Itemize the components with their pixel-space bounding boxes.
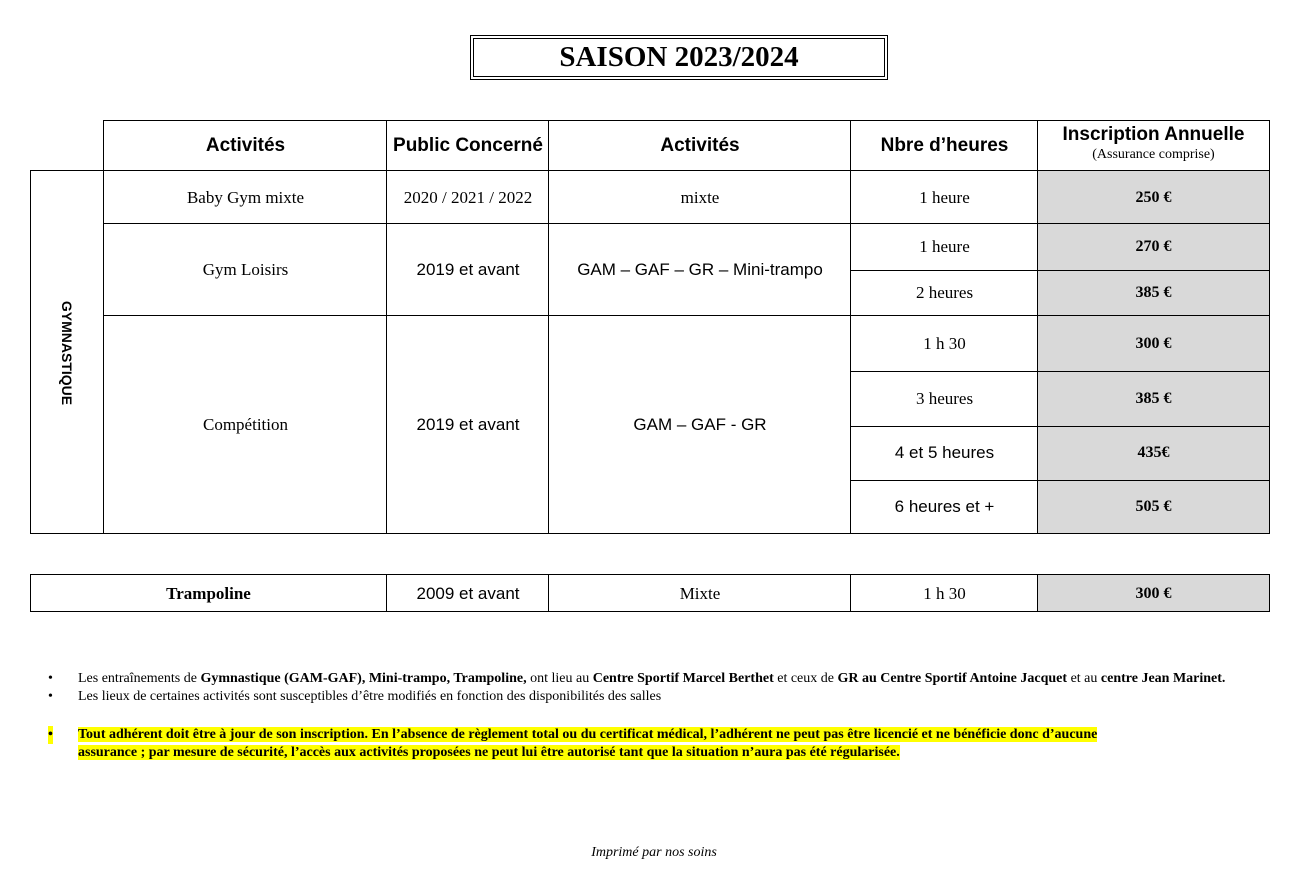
- baby-gym-type: mixte: [680, 187, 720, 207]
- loisirs-type: GAM – GAF – GR – Mini-trampo: [577, 260, 823, 279]
- header-public: Public Concerné: [393, 135, 543, 156]
- grid-line: [30, 170, 31, 534]
- price-loisirs-1h: 270 €: [1038, 224, 1269, 270]
- trampoline-hours: 1 h 30: [923, 583, 966, 603]
- competition-type: GAM – GAF - GR: [633, 415, 767, 434]
- trampoline-public: 2009 et avant: [416, 583, 520, 603]
- note-text: et au: [1067, 671, 1101, 686]
- competition-activity: Compétition: [203, 415, 288, 434]
- grid-line: [30, 533, 1270, 534]
- note-text: et ceux de: [773, 671, 838, 686]
- grid-line: [30, 611, 1270, 612]
- loisirs-activity: Gym Loisirs: [202, 260, 289, 279]
- price-competition-4-5h: 435€: [1038, 426, 1269, 480]
- competition-hours-1: 1 h 30: [923, 333, 966, 353]
- grid-line: [104, 315, 1270, 316]
- grid-line: [30, 170, 1270, 171]
- note-text: ont lieu au: [526, 671, 593, 686]
- note-changes: [48, 688, 1268, 706]
- note-locations: [48, 670, 1268, 688]
- grid-line: [1037, 574, 1038, 612]
- grid-line: [30, 574, 1270, 575]
- grid-line: [548, 574, 549, 612]
- bullet-icon: •: [48, 689, 53, 704]
- grid-line: [104, 223, 1270, 224]
- trampoline-activity: Trampoline: [166, 583, 251, 603]
- bullet-icon: •: [48, 727, 53, 742]
- grid-line: [104, 120, 1270, 121]
- grid-line: [103, 120, 104, 534]
- baby-gym-activity: Baby Gym mixte: [186, 187, 305, 207]
- grid-line: [386, 574, 387, 612]
- header-activity-types: Activités: [660, 135, 740, 156]
- header-annual-registration: [1038, 121, 1269, 171]
- loisirs-hours-2: 2 heures: [915, 283, 974, 302]
- grid-line: [30, 574, 31, 612]
- loisirs-hours-1: 1 heure: [919, 237, 970, 256]
- note-bold: Gymnastique (GAM-GAF), Mini-trampo, Trampoline,: [200, 671, 527, 686]
- grid-line: [1269, 574, 1270, 612]
- notes-list: [48, 670, 1268, 762]
- price-baby-gym: 250 €: [1038, 171, 1269, 224]
- header-annual-registration-title: Inscription Annuelle: [1062, 124, 1245, 145]
- price-competition-6h: 505 €: [1038, 480, 1269, 534]
- warning-line-1: Tout adhérent doit être à jour de son inscription. En l’absence de règlement total ou du certificat médical, l’adhérent ne peut pas être licencié et ne bénéficie donc d’aucune: [78, 727, 1098, 742]
- grid-line: [1269, 120, 1270, 534]
- price-loisirs-2h: 385 €: [1038, 270, 1269, 316]
- price-competition-1h30: 300 €: [1038, 316, 1269, 371]
- footer-printed-by: Imprimé par nos soins: [591, 845, 717, 860]
- grid-line: [851, 480, 1270, 481]
- price-trampoline: 300 €: [1038, 575, 1269, 612]
- note-text: Les entraînements de: [78, 671, 201, 686]
- note-bold: centre Jean Marinet.: [1100, 671, 1226, 686]
- note-registration-warning: [48, 726, 1268, 762]
- grid-line: [851, 426, 1270, 427]
- note-text: Les lieux de certaines activités sont susceptibles d’être modifiés en fonction des disponibilités des salles: [78, 689, 662, 704]
- price-competition-3h: 385 €: [1038, 371, 1269, 426]
- baby-gym-public: 2020 / 2021 / 2022: [403, 187, 533, 207]
- note-bold: GR au Centre Sportif Antoine Jacquet: [837, 671, 1068, 686]
- warning-line-2: assurance ; par mesure de sécurité, l’accès aux activités proposées ne peut lui être autorisé tant que la situation n’aura pas été régularisée.: [78, 745, 900, 760]
- header-hours: Nbre d’heures: [880, 135, 1009, 156]
- grid-line: [851, 270, 1270, 271]
- baby-gym-hours: 1 heure: [919, 187, 970, 207]
- grid-line: [548, 120, 549, 534]
- competition-hours-2: 3 heures: [915, 388, 974, 408]
- competition-hours-3: 4 et 5 heures: [894, 443, 995, 462]
- grid-line: [851, 371, 1270, 372]
- header-annual-registration-note: (Assurance comprise): [1092, 147, 1215, 162]
- competition-public: 2019 et avant: [416, 415, 520, 434]
- grid-line: [1037, 120, 1038, 534]
- season-title-box: [470, 35, 888, 80]
- trampoline-type: Mixte: [679, 583, 721, 603]
- section-label-gymnastique: GYMNASTIQUE: [59, 300, 76, 405]
- season-title: SAISON 2023/2024: [473, 38, 885, 77]
- loisirs-public: 2019 et avant: [416, 260, 520, 279]
- grid-line: [850, 574, 851, 612]
- bullet-icon: •: [48, 671, 53, 686]
- note-bold: Centre Sportif Marcel Berthet: [592, 671, 774, 686]
- grid-line: [850, 120, 851, 534]
- header-activities: Activités: [205, 135, 286, 156]
- competition-hours-4: 6 heures et +: [894, 497, 995, 516]
- grid-line: [386, 120, 387, 534]
